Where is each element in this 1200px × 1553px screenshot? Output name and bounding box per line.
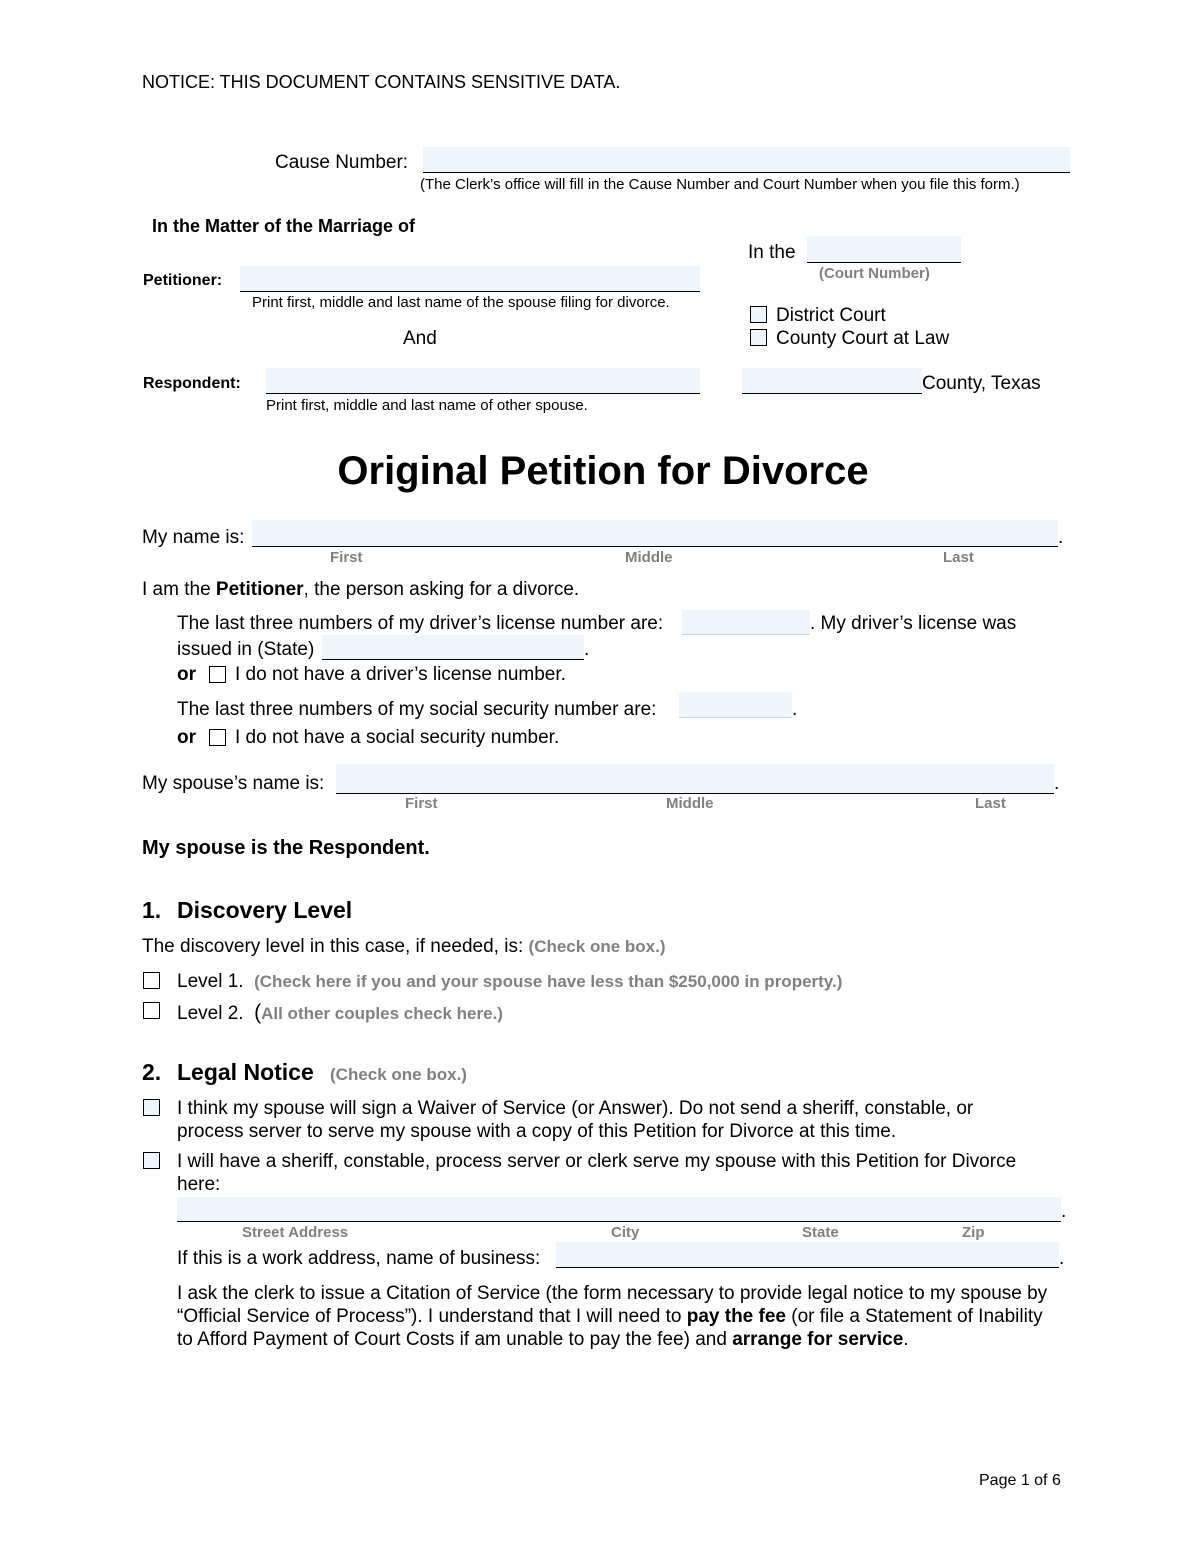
my-name-label: My name is: (142, 527, 245, 548)
section-1-title: Discovery Level (177, 897, 353, 923)
document-title: Original Petition for Divorce (337, 449, 869, 493)
business-name-label: If this is a work address, name of business: (177, 1248, 541, 1269)
level-1-label: Level 1. (177, 971, 244, 992)
spouse-name-field[interactable] (336, 764, 1054, 794)
service-address-period: . (1061, 1201, 1067, 1222)
section-2-number: 2. (142, 1059, 162, 1085)
waiver-option-text (177, 1097, 973, 1143)
discovery-intro (142, 936, 666, 958)
spouse-name-label: My spouse’s name is: (142, 773, 325, 794)
level-1-checkbox[interactable] (143, 972, 160, 989)
level-2-option (177, 1001, 503, 1025)
no-ssn-label: I do not have a social security number. (235, 727, 560, 748)
spouse-name-middle-hint: Middle (666, 795, 714, 812)
petitioner-label: Petitioner: (143, 272, 223, 289)
serve-option-line-2: here: (177, 1174, 221, 1195)
drivers-license-text: The last three numbers of my driver’s license number are: (177, 613, 664, 634)
cause-number-note: (The Clerk’s office will fill in the Cause Number and Court Number when you file this form.) (420, 176, 1020, 193)
spouse-statement: My spouse is the Respondent. (142, 837, 430, 859)
level-2-checkbox[interactable] (143, 1002, 160, 1019)
drivers-license-state-label: issued in (State) (177, 639, 315, 660)
level-1-paren: ( (254, 972, 260, 991)
waiver-option-line-2: process server to serve my spouse with a copy of this Petition for Divorce at this time. (177, 1121, 897, 1142)
section-2-title: Legal Notice (177, 1059, 314, 1085)
my-name-first-hint: First (330, 549, 363, 566)
my-name-period: . (1058, 527, 1064, 548)
petitioner-statement (142, 579, 579, 601)
citation-paragraph (177, 1282, 1047, 1351)
spouse-name-first-hint: First (405, 795, 438, 812)
county-court-at-law-label: County Court at Law (776, 328, 950, 349)
no-ssn-checkbox[interactable] (209, 729, 226, 746)
court-number-field[interactable] (807, 236, 961, 263)
in-the-label: In the (748, 242, 796, 263)
district-court-label: District Court (776, 305, 886, 326)
city-hint: City (611, 1224, 640, 1241)
serve-option-text (177, 1150, 1016, 1196)
zip-hint: Zip (962, 1224, 985, 1241)
level-1-hint: Check here if you and your spouse have less than $250,000 in property.) (259, 972, 843, 991)
serve-option-checkbox[interactable] (143, 1152, 160, 1169)
drivers-license-or: or (177, 664, 196, 685)
section-1-number: 1. (142, 897, 162, 923)
cause-number-field[interactable] (423, 147, 1070, 173)
drivers-license-period: . (584, 639, 590, 660)
drivers-license-digits-field[interactable] (682, 610, 810, 635)
county-court-at-law-checkbox[interactable] (750, 329, 767, 346)
citation-line-3-end: . (903, 1329, 909, 1350)
waiver-option-checkbox[interactable] (143, 1099, 160, 1116)
ssn-digits-field[interactable] (679, 692, 792, 718)
my-name-middle-hint: Middle (625, 549, 673, 566)
no-drivers-license-checkbox[interactable] (209, 666, 226, 683)
business-name-field[interactable] (556, 1242, 1059, 1268)
street-address-hint: Street Address (242, 1224, 349, 1241)
ssn-period: . (792, 699, 798, 720)
spouse-name-period: . (1054, 773, 1060, 794)
level-1-option (177, 971, 842, 993)
cause-number-label: Cause Number: (275, 152, 409, 173)
level-2-paren: ( (254, 1001, 262, 1024)
discovery-intro-hint: (Check one box.) (528, 937, 666, 956)
matter-heading: In the Matter of the Marriage of (152, 216, 416, 236)
waiver-option-line-1: I think my spouse will sign a Waiver of Service (or Answer). Do not send a sheriff, constable, or (177, 1098, 974, 1119)
service-address-field[interactable] (177, 1197, 1061, 1222)
county-field[interactable] (742, 368, 922, 394)
level-2-hint: All other couples check here.) (261, 1004, 503, 1023)
ssn-text: The last three numbers of my social security number are: (177, 699, 657, 720)
citation-line-3-text: to Afford Payment of Court Costs if am unable to pay the fee) and (177, 1329, 733, 1350)
petitioner-statement-suffix: , the person asking for a divorce. (303, 579, 580, 600)
page-number: Page 1 of 6 (979, 1472, 1061, 1489)
my-name-last-hint: Last (943, 549, 974, 566)
petitioner-name-field[interactable] (240, 266, 700, 292)
level-2-label: Level 2. (177, 1003, 244, 1024)
drivers-license-text-2: . My driver’s license was (810, 613, 1017, 634)
citation-line-1: I ask the clerk to issue a Citation of Service (the form necessary to provide legal notice to my spouse by (177, 1283, 1048, 1304)
business-name-period: . (1059, 1248, 1065, 1269)
county-texas-label: County, Texas (922, 373, 1041, 394)
citation-line-2-text: “Official Service of Process”). I understand that I will need to (177, 1306, 687, 1327)
and-label: And (403, 328, 437, 349)
spouse-name-last-hint: Last (975, 795, 1006, 812)
respondent-name-field[interactable] (266, 368, 700, 394)
citation-line-3 (177, 1328, 1047, 1351)
citation-arrange-service: arrange for service (732, 1329, 904, 1350)
no-drivers-license-label: I do not have a driver’s license number. (235, 664, 566, 685)
citation-line-2 (177, 1305, 1047, 1328)
ssn-or: or (177, 727, 196, 748)
petitioner-statement-bold: Petitioner (215, 579, 304, 600)
discovery-intro-text: The discovery level in this case, if needed, is: (142, 936, 524, 957)
citation-line-2-end: (or file a Statement of Inability (785, 1306, 1043, 1327)
petitioner-hint: Print first, middle and last name of the spouse filing for divorce. (252, 294, 670, 311)
section-2-hint: (Check one box.) (330, 1065, 467, 1084)
serve-option-line-1: I will have a sheriff, constable, process server or clerk serve my spouse with this Petition for Divorce (177, 1151, 1017, 1172)
drivers-license-state-field[interactable] (322, 635, 584, 660)
respondent-hint: Print first, middle and last name of other spouse. (266, 397, 588, 414)
my-name-field[interactable] (252, 520, 1058, 547)
sensitive-data-notice: NOTICE: THIS DOCUMENT CONTAINS SENSITIVE DATA. (142, 72, 621, 92)
district-court-checkbox[interactable] (750, 306, 767, 323)
court-number-hint: (Court Number) (819, 265, 930, 282)
citation-pay-fee: pay the fee (686, 1306, 786, 1327)
respondent-label: Respondent: (143, 375, 241, 392)
state-hint: State (802, 1224, 839, 1241)
petitioner-statement-prefix: I am the (142, 579, 216, 600)
